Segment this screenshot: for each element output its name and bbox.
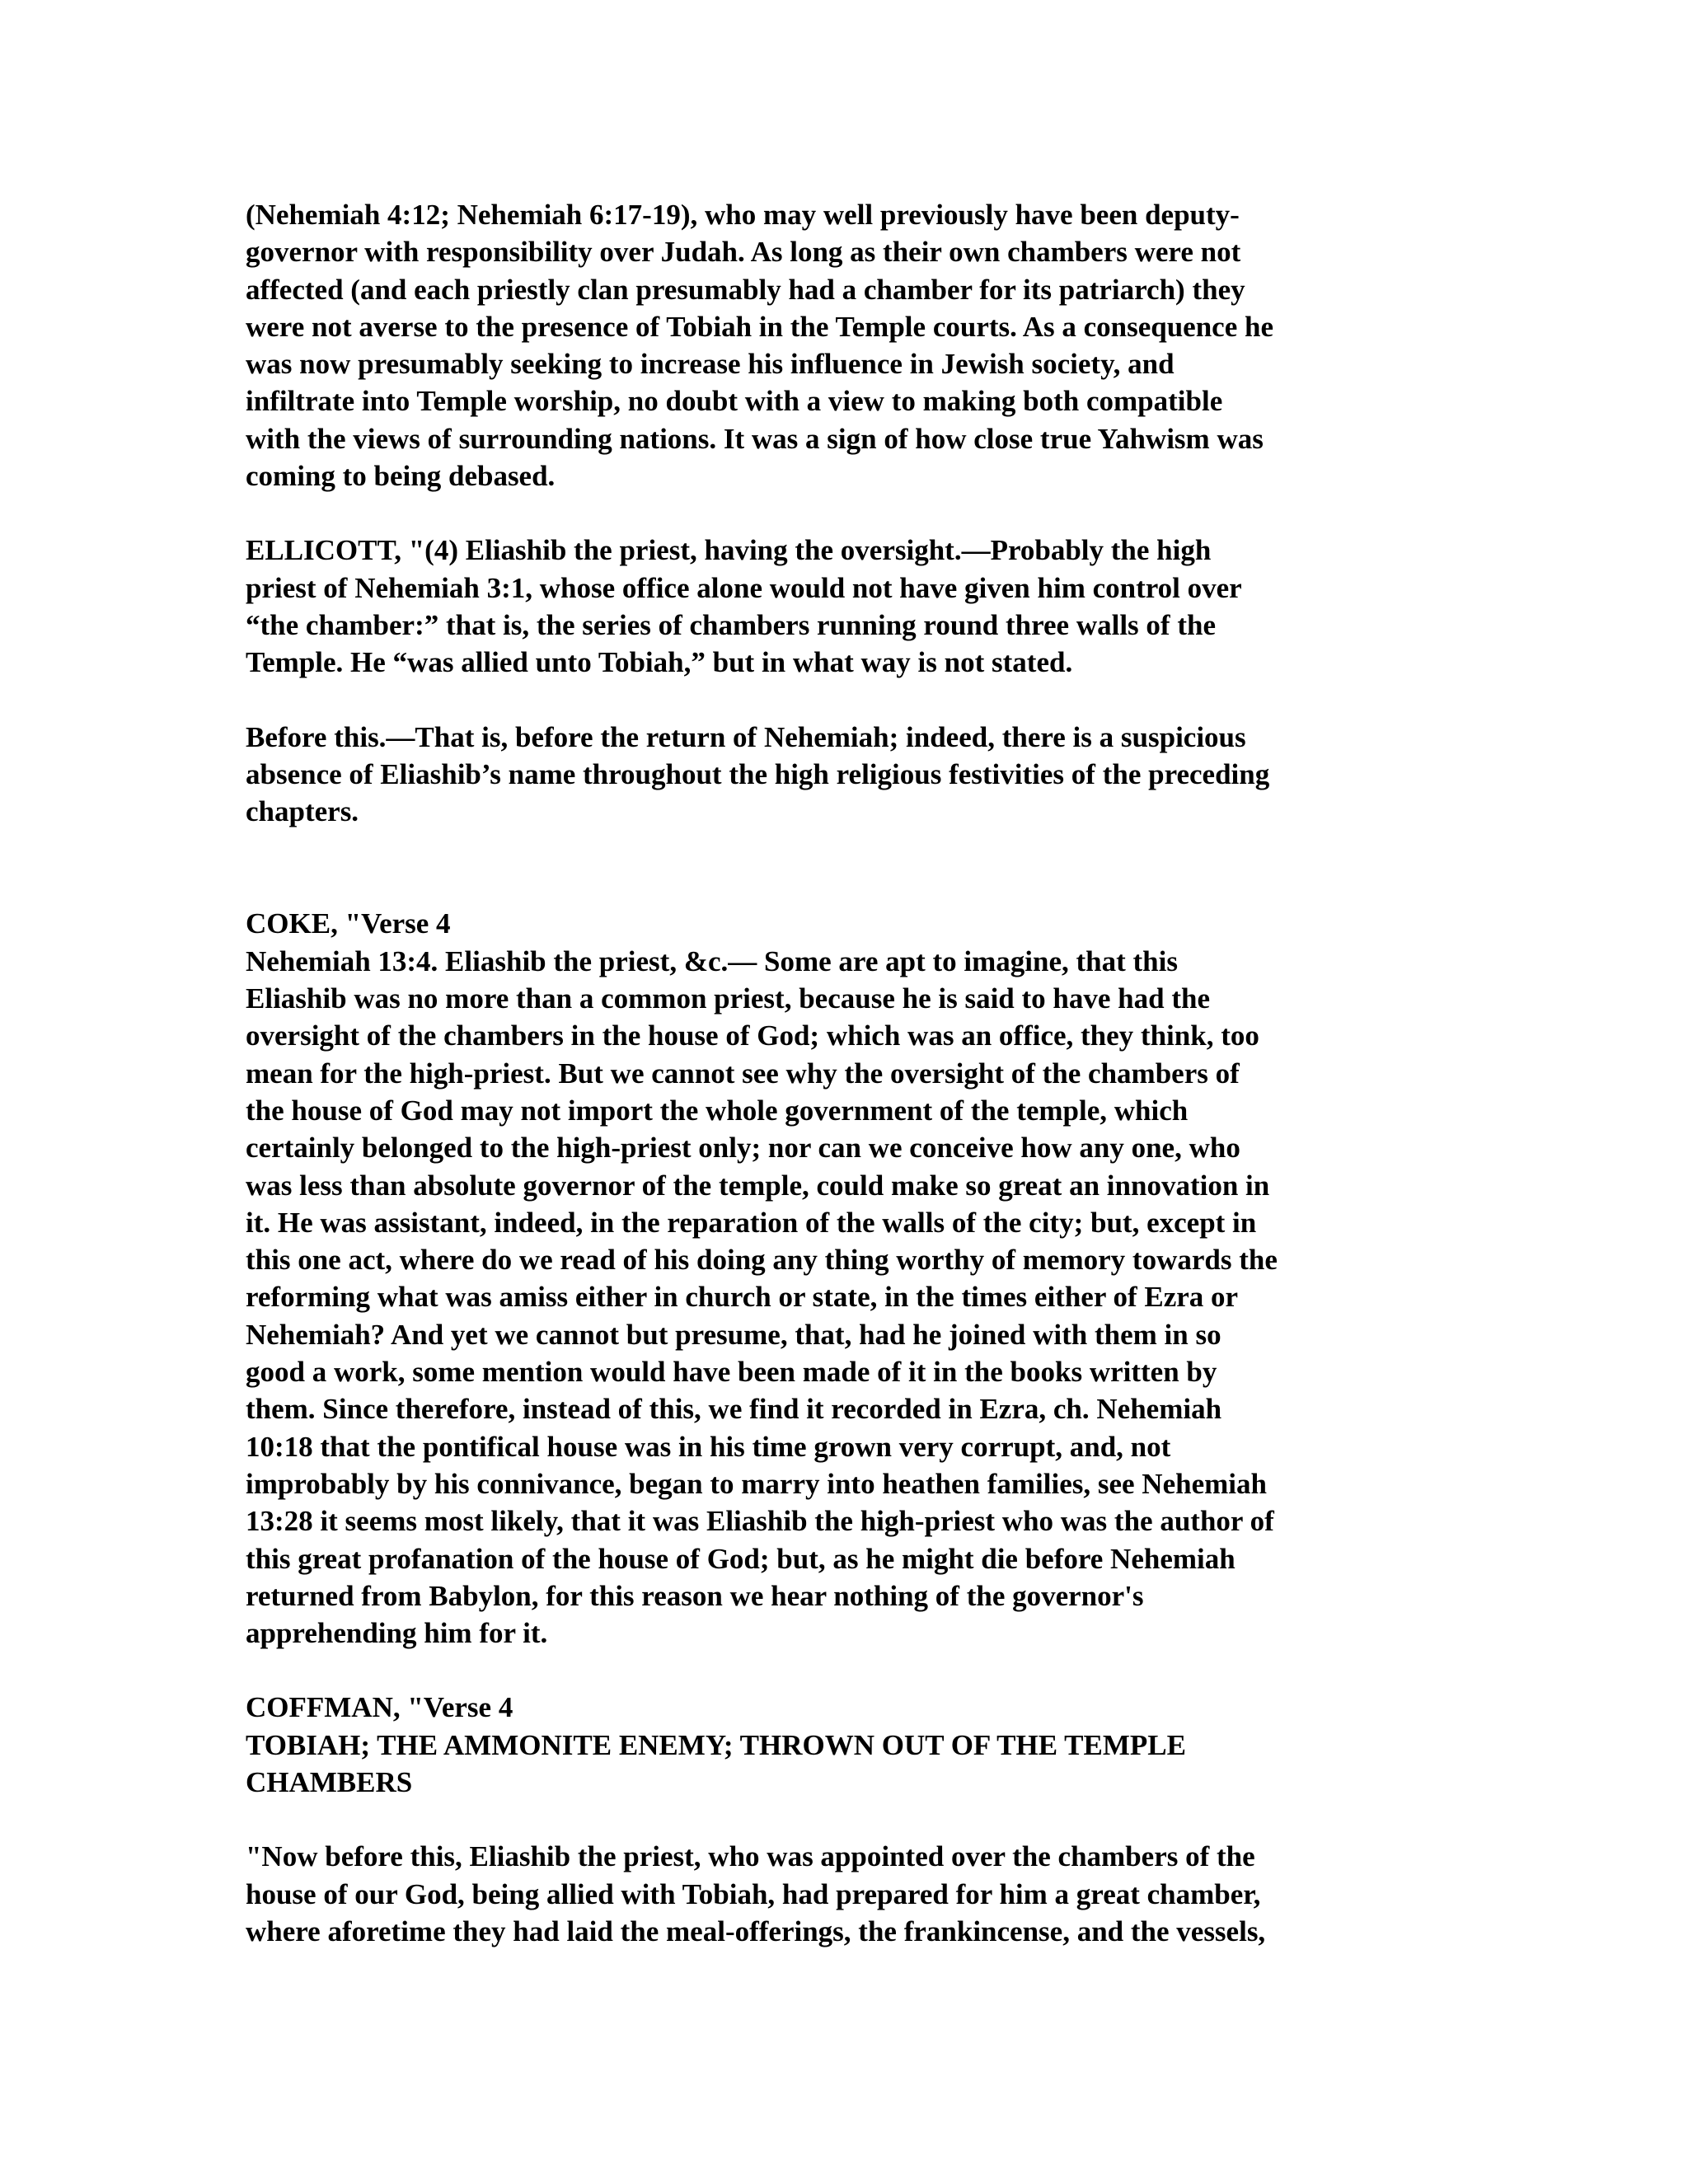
section-heading: COFFMAN, "Verse 4: [246, 1691, 513, 1724]
text-line: were not averse to the presence of Tobiah in the Temple courts. As a consequence he: [246, 310, 1273, 343]
paragraph-before-this: [246, 719, 1449, 831]
text-line: was now presumably seeking to increase his influence in Jewish society, and: [246, 348, 1175, 381]
text-line: Nehemiah? And yet we cannot but presume, that, had he joined with them in so: [246, 1318, 1221, 1351]
text-line: reforming what was amiss either in church or state, in the times either of Ezra or: [246, 1281, 1239, 1314]
text-line: Temple. He “was allied unto Tobiah,” but in what way is not stated.: [246, 646, 1073, 679]
text-line: certainly belonged to the high-priest only; nor can we conceive how any one, who: [246, 1132, 1240, 1165]
section-heading: COKE, "Verse 4: [246, 907, 451, 940]
text-line: this great profanation of the house of God; but, as he might die before Nehemiah: [246, 1542, 1236, 1575]
paragraph-spacer: [246, 830, 1449, 905]
text-line: returned from Babylon, for this reason we hear nothing of the governor's: [246, 1579, 1144, 1612]
text-line: infiltrate into Temple worship, no doubt with a view to making both compatible: [246, 385, 1223, 418]
text-line: it. He was assistant, indeed, in the reparation of the walls of the city; but, except in: [246, 1206, 1257, 1239]
text-line: “the chamber:” that is, the series of chambers running round three walls of the: [246, 608, 1216, 641]
text-line: 10:18 that the pontifical house was in his time grown very corrupt, and, not: [246, 1430, 1171, 1463]
text-line: absence of Eliashib’s name throughout the high religious festivities of the preceding: [246, 757, 1270, 790]
paragraph-coffman-quote: [246, 1838, 1449, 1950]
text-line: this one act, where do we read of his doing any thing worthy of memory towards the: [246, 1244, 1278, 1277]
paragraph-tobiah-influence: [246, 196, 1449, 494]
text-line: affected (and each priestly clan presumably had a chamber for its patriarch) they: [246, 273, 1245, 306]
paragraph-spacer: [246, 682, 1449, 719]
text-line: good a work, some mention would have been made of it in the books written by: [246, 1356, 1217, 1389]
section-title: CHAMBERS: [246, 1765, 413, 1798]
document-page: [246, 196, 1449, 1950]
text-line: priest of Nehemiah 3:1, whose office alone would not have given him control over: [246, 571, 1242, 604]
paragraph-spacer: [246, 494, 1449, 532]
paragraph-ellicott: [246, 532, 1449, 681]
text-line: chapters.: [246, 795, 359, 828]
text-line: was less than absolute governor of the temple, could make so great an innovation in: [246, 1169, 1270, 1202]
text-line: mean for the high-priest. But we cannot see why the oversight of the chambers of: [246, 1057, 1240, 1090]
paragraph-spacer: [246, 1801, 1449, 1838]
text-line: them. Since therefore, instead of this, we find it recorded in Ezra, ch. Nehemiah: [246, 1393, 1222, 1426]
text-line: 13:28 it seems most likely, that it was Eliashib the high-priest who was the author of: [246, 1505, 1274, 1538]
text-line: "Now before this, Eliashib the priest, who was appointed over the chambers of the: [246, 1840, 1255, 1873]
paragraph-coke: [246, 905, 1449, 1652]
text-line: house of our God, being allied with Tobiah, had prepared for him a great chamber,: [246, 1877, 1261, 1910]
paragraph-coffman-heading: [246, 1689, 1449, 1801]
text-line: (Nehemiah 4:12; Nehemiah 6:17-19), who may well previously have been deputy-: [246, 199, 1240, 231]
paragraph-spacer: [246, 1652, 1449, 1689]
text-line: apprehending him for it.: [246, 1617, 548, 1650]
text-line: Eliashib was no more than a common priest, because he is said to have had the: [246, 982, 1211, 1015]
text-line: where aforetime they had laid the meal-offerings, the frankincense, and the vessels,: [246, 1915, 1266, 1947]
text-line: coming to being debased.: [246, 460, 556, 493]
text-line: oversight of the chambers in the house of God; which was an office, they think, too: [246, 1019, 1259, 1052]
text-line: improbably by his connivance, began to marry into heathen families, see Nehemiah: [246, 1467, 1267, 1500]
text-line: Before this.—That is, before the return of Nehemiah; indeed, there is a suspicious: [246, 720, 1246, 753]
text-line: Nehemiah 13:4. Eliashib the priest, &c.— Some are apt to imagine, that this: [246, 944, 1178, 977]
text-line: the house of God may not import the whole government of the temple, which: [246, 1094, 1189, 1127]
text-line: ELLICOTT, "(4) Eliashib the priest, having the oversight.—Probably the high: [246, 534, 1212, 567]
text-line: with the views of surrounding nations. It was a sign of how close true Yahwism was: [246, 422, 1264, 455]
section-title: TOBIAH; THE AMMONITE ENEMY; THROWN OUT OF THE TEMPLE: [246, 1728, 1186, 1761]
text-line: governor with responsibility over Judah. As long as their own chambers were not: [246, 236, 1241, 269]
